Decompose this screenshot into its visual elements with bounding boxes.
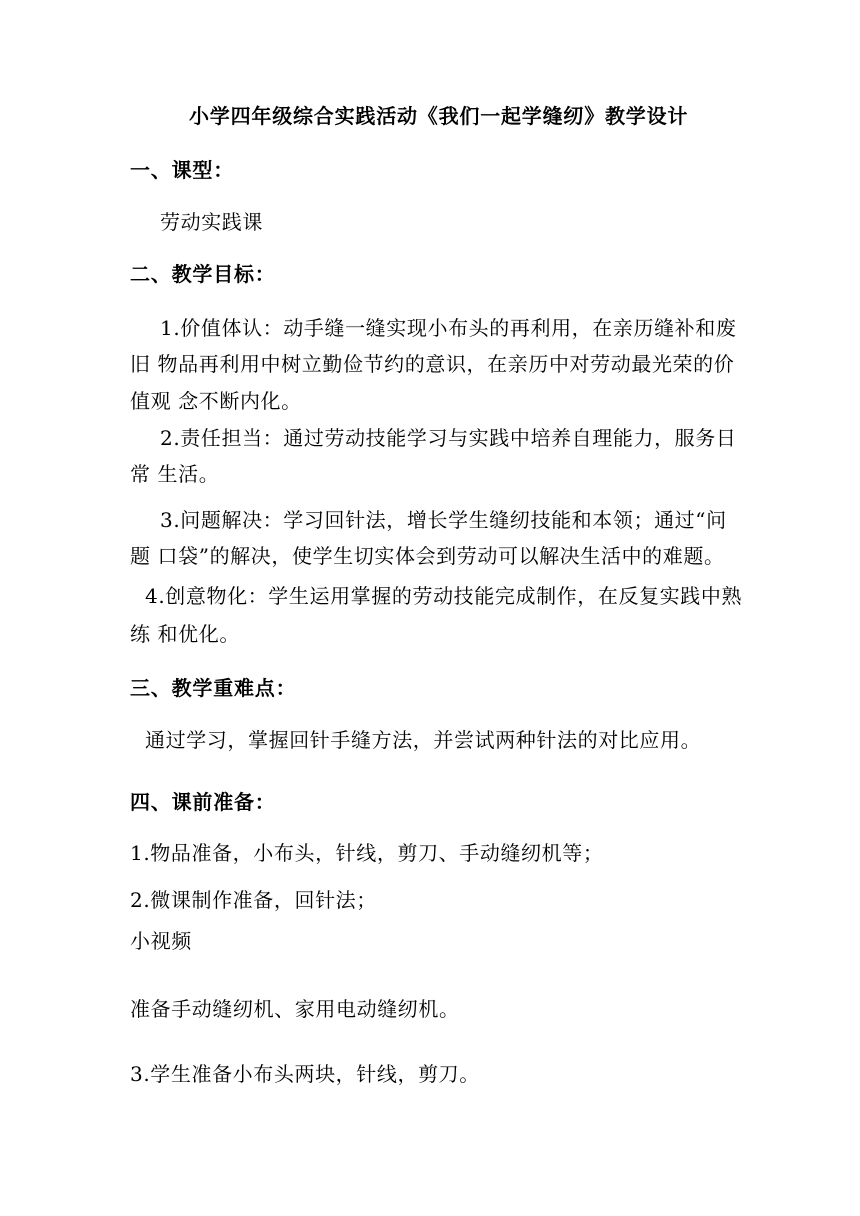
key-points-text: 通过学习，掌握回针手缝方法，并尝试两种针法的对比应用。 [145, 728, 702, 752]
goal-3-line-1: 3.问题解决：学习回针法，增长学生缝纫技能和本领；通过“问 [160, 508, 727, 532]
preparation-item-1: 1.物品准备，小布头，针线，剪刀、手动缝纫机等； [130, 841, 604, 865]
goal-2-line-2: 常 生活。 [130, 462, 220, 486]
preparation-sewing-machines: 准备手动缝纫机、家用电动缝纫机。 [130, 997, 460, 1021]
section-heading-teaching-goals: 二、教学目标： [130, 262, 276, 286]
lesson-type-text: 劳动实践课 [160, 210, 263, 234]
document-title: 小学四年级综合实践活动《我们一起学缝纫》教学设计 [189, 104, 689, 128]
goal-1-line-2: 旧 物品再利用中树立勤俭节约的意识，在亲历中对劳动最光荣的价 [130, 352, 735, 376]
goal-4-line-2: 练 和优化。 [130, 622, 240, 646]
preparation-item-3: 3.学生准备小布头两块，针线，剪刀。 [130, 1062, 480, 1086]
goal-2-line-1: 2.责任担当：通过劳动技能学习与实践中培养自理能力，服务日 [160, 426, 737, 450]
section-heading-key-points: 三、教学重难点： [130, 676, 297, 700]
preparation-item-2: 2.微课制作准备，回针法； [130, 888, 377, 912]
section-heading-lesson-type: 一、课型： [130, 158, 234, 182]
goal-4-line-1: 4.创意物化：学生运用掌握的劳动技能完成制作，在反复实践中熟 [145, 584, 743, 608]
goal-1-line-3: 值观 念不断内化。 [130, 389, 302, 413]
preparation-video-note: 小视频 [130, 929, 192, 953]
section-heading-preparation: 四、课前准备： [130, 790, 276, 814]
goal-3-line-2: 题 口袋”的解决，使学生切实体会到劳动可以解决生活中的难题。 [130, 544, 725, 568]
goal-1-line-1: 1.价值体认：动手缝一缝实现小布头的再利用，在亲历缝补和废 [160, 316, 737, 340]
